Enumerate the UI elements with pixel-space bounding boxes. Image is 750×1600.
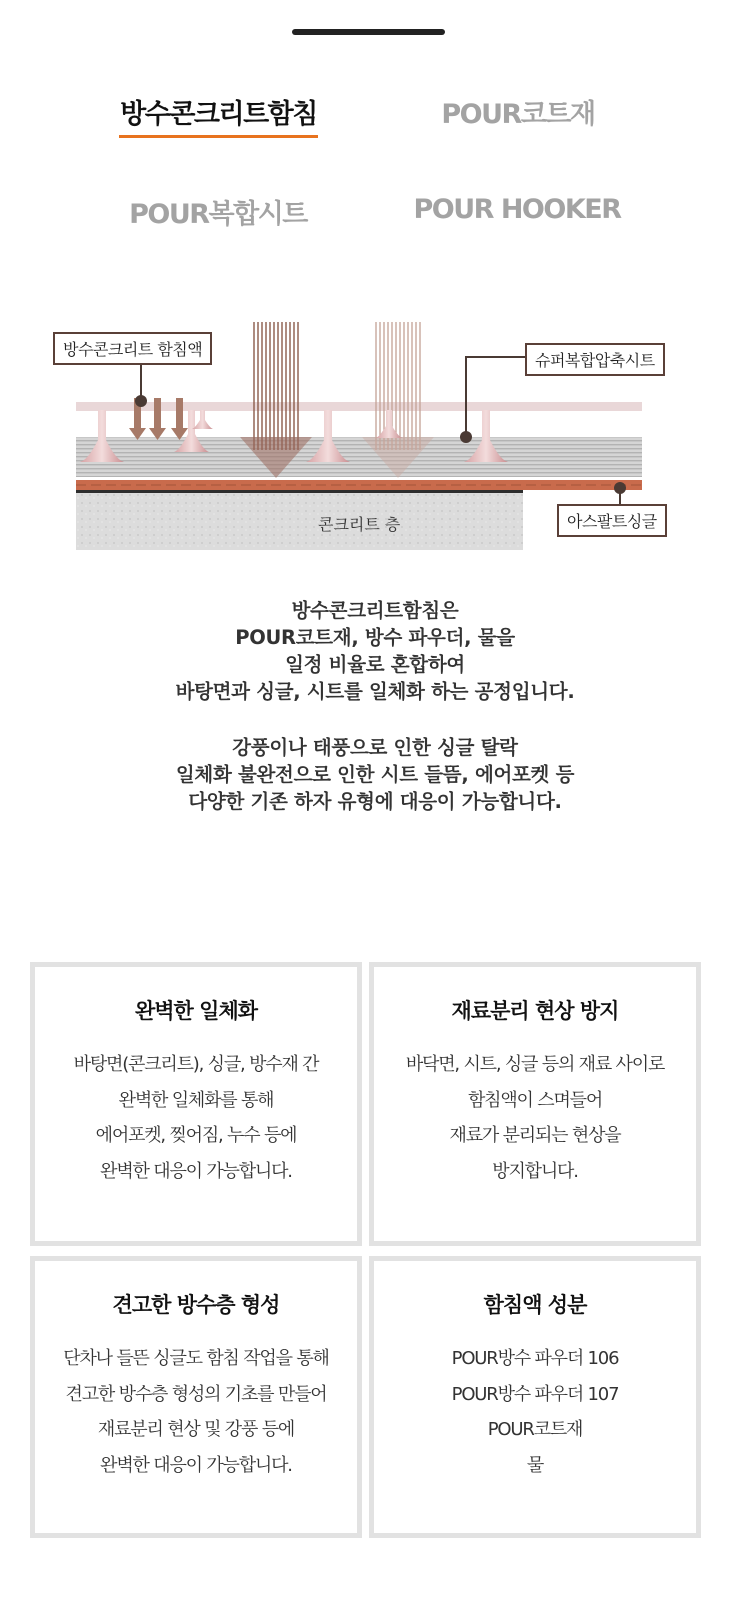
card-body: 바닥면, 시트, 싱글 등의 재료 사이로 함침액이 스며들어 재료가 분리되는 현상을 방지합니다. xyxy=(405,1054,665,1182)
tab-pour-composite-sheet[interactable]: POUR복합시트 xyxy=(129,199,307,230)
active-tab-underline xyxy=(119,135,318,138)
card-title: 재료분리 현상 방지 xyxy=(451,999,619,1023)
feature-card-separation-prevention xyxy=(369,962,701,1246)
fiber-bundle-right xyxy=(376,322,420,450)
card-body: POUR방수 파우더 106 POUR방수 파우더 107 POUR코트재 물 xyxy=(451,1348,619,1476)
waterproof-layer-diagram xyxy=(0,300,750,560)
card-body: 바탕면(콘크리트), 싱글, 방수재 간 완벽한 일체화를 통해 에어포켓, 찢어짐, 누수 등에 완벽한 대응이 가능합니다. xyxy=(73,1054,319,1182)
drag-handle-bar[interactable] xyxy=(292,29,445,35)
card-title: 견고한 방수층 형성 xyxy=(112,1293,280,1317)
card-body: 단차나 들뜬 싱글도 함침 작업을 통해 견고한 방수층 형성의 기초를 만들어 재료분리 현상 및 강풍 등에 완벽한 대응이 가능합니다. xyxy=(63,1348,329,1476)
feature-card-ingredients xyxy=(369,1256,701,1538)
tab-impregnation[interactable]: 방수콘크리트함침 xyxy=(120,99,317,130)
fiber-bundle-left xyxy=(254,322,298,450)
feature-card-integration xyxy=(30,962,362,1246)
tab-pour-hooker[interactable]: POUR HOOKER xyxy=(413,194,621,225)
feature-card-solid-layer xyxy=(30,1256,362,1538)
card-title: 함침액 성분 xyxy=(483,1293,587,1317)
callout-impregnation-liquid: 방수콘크리트 함침액 xyxy=(53,332,212,365)
callout-asphalt-shingle: 아스팔트싱글 xyxy=(557,504,667,537)
card-title: 완벽한 일체화 xyxy=(134,999,258,1023)
concrete-layer-label: 콘크리트 층 xyxy=(318,515,401,534)
description-paragraph-1: 방수콘크리트함침은 POUR코트재, 방수 파우더, 물을 일정 비율로 혼합하여 바탕면과 싱글, 시트를 일체화 하는 공정입니다. xyxy=(175,599,575,703)
description-paragraph-2: 강풍이나 태풍으로 인한 싱글 탈락 일체화 불완전으로 인한 시트 들뜸, 에어포켓 등 다양한 기존 하자 유형에 대응이 가능합니다. xyxy=(175,736,575,813)
callout-composite-sheet: 슈퍼복합압축시트 xyxy=(525,343,665,376)
concrete-layer xyxy=(76,493,523,550)
tab-pour-coat[interactable]: POUR코트재 xyxy=(441,99,595,130)
